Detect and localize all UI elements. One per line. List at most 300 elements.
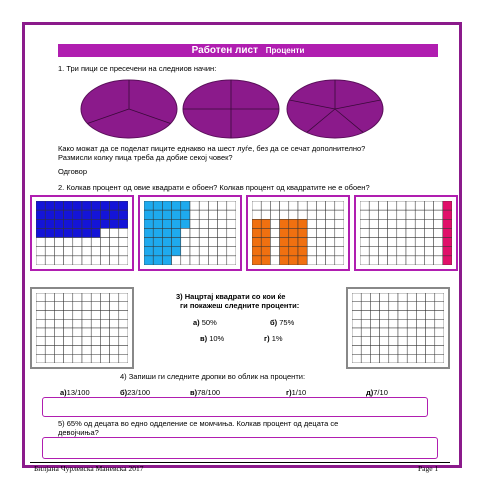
- grid-cell: [378, 238, 387, 247]
- grid-cell: [361, 354, 370, 363]
- grid-cell: [110, 256, 119, 265]
- grid-cell: [407, 293, 416, 302]
- grid-cell: [424, 238, 433, 247]
- grid-cell: [82, 346, 91, 355]
- grid-cell: [110, 354, 119, 363]
- grid-cell: [261, 210, 270, 219]
- grid-cell: [335, 201, 344, 210]
- grid-cell: [119, 311, 128, 320]
- grid-cell: [172, 210, 181, 219]
- grid-cell: [218, 238, 227, 247]
- grid-cell: [64, 228, 73, 237]
- grid-cell: [227, 210, 236, 219]
- grid-cell: [435, 311, 444, 320]
- grid-cell: [162, 219, 171, 228]
- grid-cell: [280, 256, 289, 265]
- grid-cell: [434, 247, 443, 256]
- grid-cell: [415, 201, 424, 210]
- q4-item-c: в)78/100: [190, 388, 221, 397]
- grid-cell: [119, 302, 128, 311]
- grid-cell: [380, 302, 389, 311]
- q4-item-b: б)23/100: [120, 388, 151, 397]
- grid-cell: [190, 247, 199, 256]
- grid-cell: [119, 247, 128, 256]
- grid-cell: [406, 256, 415, 265]
- grid-cell: [389, 302, 398, 311]
- grid-cell: [261, 201, 270, 210]
- grid-cell: [361, 346, 370, 355]
- grid-cell: [426, 354, 435, 363]
- grid-cell: [144, 247, 153, 256]
- grid-cell: [64, 238, 73, 247]
- grid-cell: [54, 354, 63, 363]
- grid-cell: [443, 201, 452, 210]
- grid-cell: [352, 302, 361, 311]
- grid-cell: [153, 210, 162, 219]
- grid-cell: [398, 354, 407, 363]
- grid-cell: [64, 319, 73, 328]
- grid-cell: [326, 210, 335, 219]
- grid-cell: [73, 238, 82, 247]
- grid-cell: [110, 337, 119, 346]
- grid-cell: [119, 293, 128, 302]
- grid-cell: [326, 219, 335, 228]
- grid-cell: [199, 247, 208, 256]
- grid-cell: [153, 238, 162, 247]
- grid-cell: [326, 256, 335, 265]
- grid-cell: [435, 302, 444, 311]
- grid-cell: [54, 238, 63, 247]
- grid-cell: [82, 228, 91, 237]
- q4-item-a: а)13/100: [60, 388, 90, 397]
- grid-cell: [307, 247, 316, 256]
- q1-text: 1. Три пици се пресечени на следниов начин:: [58, 64, 217, 73]
- grid-cell: [388, 247, 397, 256]
- grid-cell: [190, 256, 199, 265]
- q3-line1: 3) Нацртај квадрати со кои ќе: [176, 292, 286, 301]
- grid-cell: [424, 256, 433, 265]
- grid-cell: [406, 201, 415, 210]
- q1-answer-label: Одговор: [58, 167, 88, 176]
- grid-cell: [73, 201, 82, 210]
- grid-cell: [36, 256, 45, 265]
- grid-cell: [190, 210, 199, 219]
- grid-cell: [91, 319, 100, 328]
- grid-cell: [64, 201, 73, 210]
- grid-cell: [82, 238, 91, 247]
- grid-cell: [153, 219, 162, 228]
- grid-cell: [82, 256, 91, 265]
- grid-cell: [181, 201, 190, 210]
- grid-cell: [443, 256, 452, 265]
- grid-cell: [100, 302, 109, 311]
- grid-cell: [36, 302, 45, 311]
- grid-cell: [298, 238, 307, 247]
- grid-cell: [389, 319, 398, 328]
- grid-cell: [435, 293, 444, 302]
- grid-cell: [380, 346, 389, 355]
- grid-cell: [91, 247, 100, 256]
- grid-cell: [110, 219, 119, 228]
- grid-cell: [298, 256, 307, 265]
- grid-cell: [218, 210, 227, 219]
- grid-cell: [426, 319, 435, 328]
- grid-cell: [434, 228, 443, 237]
- grid-cell: [389, 346, 398, 355]
- grid-cell: [252, 228, 261, 237]
- grid-cell: [227, 238, 236, 247]
- grid-cell: [64, 328, 73, 337]
- grid-cell: [361, 302, 370, 311]
- grid-cell: [326, 228, 335, 237]
- grid-cell: [326, 247, 335, 256]
- grid-cell: [227, 201, 236, 210]
- grid-cell: [144, 210, 153, 219]
- grid-cell: [435, 337, 444, 346]
- grid-cell: [45, 293, 54, 302]
- grid-cell: [100, 293, 109, 302]
- grid-1: [30, 195, 134, 271]
- grid-cell: [289, 247, 298, 256]
- grid-cell: [307, 219, 316, 228]
- grid-cell: [398, 319, 407, 328]
- grid-cell: [352, 346, 361, 355]
- grid-cell: [316, 256, 325, 265]
- grid-cell: [82, 247, 91, 256]
- grid-cell: [397, 201, 406, 210]
- grid-cell: [119, 337, 128, 346]
- grid-cell: [208, 201, 217, 210]
- grid-cell: [227, 219, 236, 228]
- grid-cell: [73, 354, 82, 363]
- grid-cell: [289, 219, 298, 228]
- grid-cell: [54, 247, 63, 256]
- title-main: Работен лист: [191, 45, 259, 56]
- grid-cell: [199, 228, 208, 237]
- grid-cell: [369, 210, 378, 219]
- grid-cell: [361, 337, 370, 346]
- grid-cell: [100, 346, 109, 355]
- grid-cell: [289, 210, 298, 219]
- grid-cell: [73, 247, 82, 256]
- grid-cell: [369, 247, 378, 256]
- q5-answer-box[interactable]: [42, 437, 438, 459]
- grid-cell: [406, 247, 415, 256]
- grid-cell: [91, 302, 100, 311]
- grid-3: [246, 195, 350, 271]
- q1-line1: Како можат да се поделат пиците еднакво на шест луѓе, без да се сечат дополнително?: [58, 144, 366, 153]
- grid-cell: [100, 319, 109, 328]
- grid-cell: [208, 219, 217, 228]
- grid-cell: [307, 201, 316, 210]
- grid-cell: [45, 210, 54, 219]
- grid-cell: [73, 346, 82, 355]
- grid-cell: [73, 228, 82, 237]
- grid-cell: [36, 247, 45, 256]
- grid-cell: [407, 328, 416, 337]
- grid-cell: [435, 346, 444, 355]
- grid-cell: [398, 328, 407, 337]
- grid-cell: [181, 228, 190, 237]
- grid-cell: [326, 201, 335, 210]
- grid-cell: [73, 337, 82, 346]
- grid-cell: [227, 256, 236, 265]
- q3-option-b: б) 75%: [270, 318, 295, 327]
- grid-cell: [100, 219, 109, 228]
- grid-4: [354, 195, 458, 271]
- grid-cell: [352, 311, 361, 320]
- grid-cell: [335, 238, 344, 247]
- grid-cell: [162, 201, 171, 210]
- grid-cell: [54, 256, 63, 265]
- grid-cell: [361, 319, 370, 328]
- grid-cell: [360, 238, 369, 247]
- grid-cell: [181, 210, 190, 219]
- q1-line2: Размисли колку пица треба да добие секој човек?: [58, 153, 233, 162]
- grid-cell: [91, 311, 100, 320]
- grid-cell: [100, 247, 109, 256]
- grid-cell: [100, 228, 109, 237]
- grid-cell: [100, 256, 109, 265]
- grid-cell: [280, 219, 289, 228]
- q2-text: 2. Колкав процент од овие квадрати е обоен? Колкав процент од квадратите не е обоен?: [58, 183, 370, 192]
- grid-cell: [335, 210, 344, 219]
- grid-cell: [426, 311, 435, 320]
- grid-cell: [252, 201, 261, 210]
- grid-cell: [370, 354, 379, 363]
- grid-cell: [398, 293, 407, 302]
- grid-cell: [172, 256, 181, 265]
- grid-cell: [153, 247, 162, 256]
- grid-cell: [407, 319, 416, 328]
- grid-cell: [426, 302, 435, 311]
- grid-cell: [64, 293, 73, 302]
- grid-cell: [416, 346, 425, 355]
- grid-cell: [426, 337, 435, 346]
- grid-cell: [406, 228, 415, 237]
- grid-cell: [162, 256, 171, 265]
- q4-item-e: д)7/10: [366, 388, 388, 397]
- grid-cell: [110, 201, 119, 210]
- grid-cell: [54, 219, 63, 228]
- grid-cell: [252, 219, 261, 228]
- grid-cell: [397, 247, 406, 256]
- grid-cell: [73, 256, 82, 265]
- grid-cell: [172, 201, 181, 210]
- grid-cell: [208, 247, 217, 256]
- grid-cell: [398, 337, 407, 346]
- grid-cell: [110, 302, 119, 311]
- grid-cell: [162, 247, 171, 256]
- grid-cell: [64, 219, 73, 228]
- q5-line2: девојчиња?: [58, 428, 99, 437]
- grid-cell: [407, 337, 416, 346]
- grid-cell: [434, 238, 443, 247]
- grid-cell: [261, 219, 270, 228]
- grid-cell: [144, 256, 153, 265]
- grid-cell: [45, 302, 54, 311]
- grid-cell: [36, 201, 45, 210]
- grid-cell: [64, 210, 73, 219]
- grid-cell: [378, 201, 387, 210]
- grid-cell: [91, 293, 100, 302]
- grid-cell: [91, 337, 100, 346]
- grid-cell: [298, 201, 307, 210]
- grid-cell: [181, 256, 190, 265]
- grid-cell: [398, 302, 407, 311]
- grid-cell: [252, 247, 261, 256]
- grid-cell: [307, 238, 316, 247]
- grid-cell: [426, 346, 435, 355]
- grid-cell: [416, 302, 425, 311]
- grid-cell: [369, 256, 378, 265]
- grid-cell: [45, 346, 54, 355]
- grid-cell: [406, 238, 415, 247]
- grid-cell: [36, 293, 45, 302]
- grid-cell: [162, 238, 171, 247]
- grid-cell: [415, 238, 424, 247]
- grid-cell: [352, 328, 361, 337]
- grid-cell: [64, 337, 73, 346]
- grid-cell: [54, 337, 63, 346]
- grid-cell: [424, 219, 433, 228]
- grid-cell: [36, 337, 45, 346]
- grid-cell: [190, 238, 199, 247]
- grid-cell: [389, 354, 398, 363]
- grid-cell: [352, 293, 361, 302]
- grid-cell: [64, 346, 73, 355]
- grid-cell: [91, 256, 100, 265]
- grid-cell: [407, 311, 416, 320]
- grid-cell: [153, 256, 162, 265]
- empty-grid-left[interactable]: [30, 287, 134, 369]
- grid-cell: [270, 219, 279, 228]
- title-sub: Проценти: [265, 46, 305, 55]
- grid-cell: [119, 256, 128, 265]
- grid-cell: [162, 228, 171, 237]
- grid-cell: [119, 228, 128, 237]
- grid-cell: [434, 201, 443, 210]
- grid-cell: [227, 247, 236, 256]
- grid-cell: [36, 228, 45, 237]
- grid-cell: [270, 228, 279, 237]
- grid-cell: [82, 210, 91, 219]
- grid-cell: [110, 311, 119, 320]
- grid-cell: [407, 302, 416, 311]
- grid-cell: [208, 228, 217, 237]
- grid-cell: [190, 228, 199, 237]
- grid-cell: [415, 210, 424, 219]
- grid-cell: [261, 228, 270, 237]
- grid-cell: [73, 210, 82, 219]
- grid-cell: [36, 219, 45, 228]
- grid-cell: [82, 201, 91, 210]
- grid-cell: [298, 247, 307, 256]
- grid-cell: [144, 201, 153, 210]
- q4-answer-box[interactable]: [42, 397, 428, 417]
- grid-cell: [110, 238, 119, 247]
- grid-cell: [73, 319, 82, 328]
- grid-cell: [289, 256, 298, 265]
- grid-cell: [91, 228, 100, 237]
- grid-cell: [426, 328, 435, 337]
- grid-cell: [110, 247, 119, 256]
- grid-cell: [119, 219, 128, 228]
- grid-cell: [443, 247, 452, 256]
- grid-cell: [407, 346, 416, 355]
- grid-cell: [369, 201, 378, 210]
- grid-cell: [199, 210, 208, 219]
- grid-cell: [435, 328, 444, 337]
- grid-cell: [252, 210, 261, 219]
- grid-cell: [388, 256, 397, 265]
- grid-cell: [416, 328, 425, 337]
- grid-cell: [36, 328, 45, 337]
- grid-cell: [289, 228, 298, 237]
- grid-cell: [54, 201, 63, 210]
- grid-cell: [64, 302, 73, 311]
- grid-cell: [435, 319, 444, 328]
- grid-cell: [415, 256, 424, 265]
- grid-cell: [388, 238, 397, 247]
- grid-cell: [443, 228, 452, 237]
- grid-cell: [45, 328, 54, 337]
- grid-cell: [360, 210, 369, 219]
- grid-cell: [426, 293, 435, 302]
- grid-cell: [361, 311, 370, 320]
- grid-cell: [397, 219, 406, 228]
- grid-cell: [199, 219, 208, 228]
- grid-cell: [389, 311, 398, 320]
- grid-cell: [119, 201, 128, 210]
- grid-cell: [370, 319, 379, 328]
- grid-cell: [119, 238, 128, 247]
- grid-cell: [280, 238, 289, 247]
- grid-cell: [45, 337, 54, 346]
- grid-cell: [378, 210, 387, 219]
- grid-cell: [100, 238, 109, 247]
- grid-cell: [45, 219, 54, 228]
- grid-2: [138, 195, 242, 271]
- grid-cell: [361, 328, 370, 337]
- grid-cell: [199, 256, 208, 265]
- q3-option-a: а) 50%: [193, 318, 217, 327]
- worksheet-title: [58, 44, 438, 57]
- empty-grid-right[interactable]: [346, 287, 450, 369]
- grid-cell: [406, 219, 415, 228]
- grid-cell: [335, 247, 344, 256]
- grid-cell: [415, 247, 424, 256]
- grid-cell: [280, 210, 289, 219]
- grid-cell: [54, 293, 63, 302]
- grid-cell: [261, 238, 270, 247]
- grid-cell: [54, 311, 63, 320]
- grid-cell: [82, 311, 91, 320]
- grid-cell: [298, 219, 307, 228]
- footer-divider: [30, 462, 450, 463]
- grid-cell: [54, 328, 63, 337]
- grid-cell: [144, 219, 153, 228]
- q3-option-d: г) 1%: [264, 334, 283, 343]
- grid-cell: [100, 210, 109, 219]
- grid-cell: [380, 354, 389, 363]
- grid-cell: [360, 228, 369, 237]
- grid-cell: [54, 210, 63, 219]
- grid-cell: [380, 293, 389, 302]
- grid-cell: [388, 219, 397, 228]
- grid-cell: [64, 311, 73, 320]
- footer-page: Page 1: [418, 464, 439, 473]
